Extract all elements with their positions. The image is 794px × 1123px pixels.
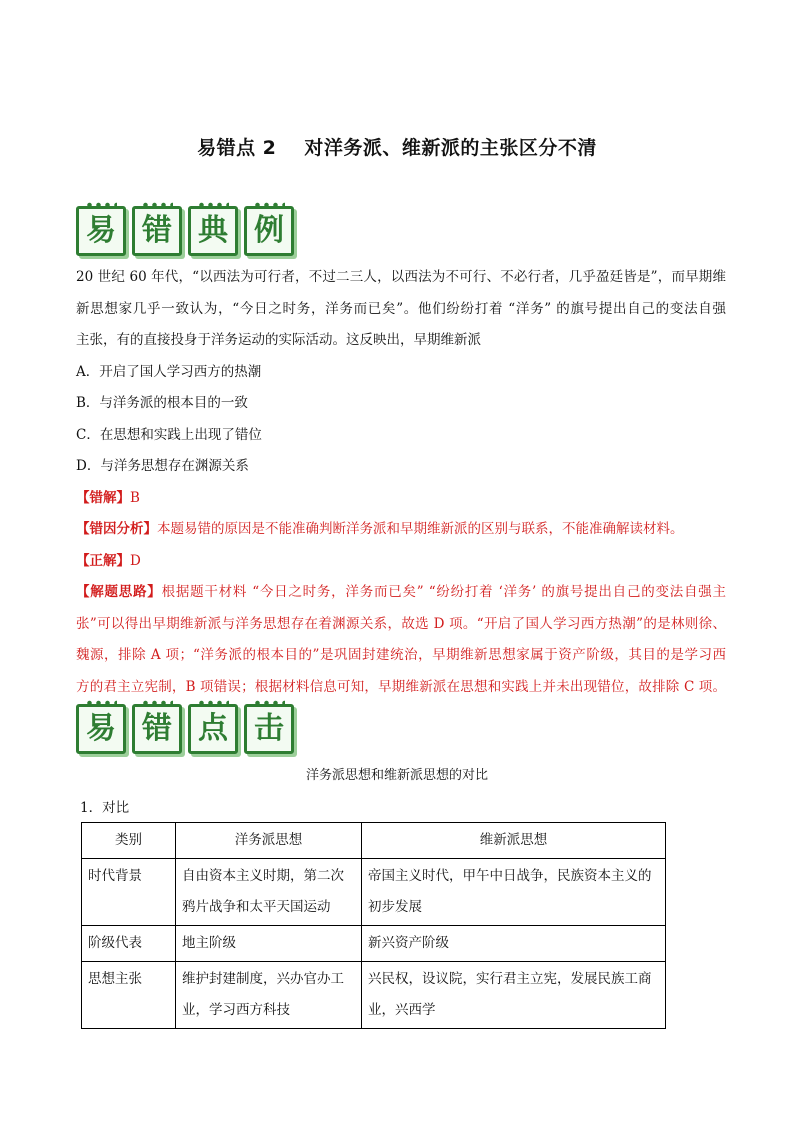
section-badge-key-points [76, 704, 294, 754]
table-cell: 思想主张 [82, 962, 176, 1029]
table-cell: 维护封建制度，兴办官办工业，学习西方科技 [176, 962, 362, 1029]
page-title [0, 133, 794, 160]
wrong-answer-tag: 【错解】 [76, 489, 130, 506]
error-analysis-text: 本题易错的原因是不能准确判断洋务派和早期维新派的区别与联系，不能准确解读材料。 [157, 521, 684, 537]
table-cell: 自由资本主义时期，第二次鸦片战争和太平天国运动 [176, 859, 362, 926]
solution-text: 根据题干材料 “今日之时务，洋务而已矣” “纷纷打着 ‘洋务’ 的旗号提出自己的变法自强主 [161, 584, 727, 600]
comparison-heading: 1．对比 [80, 800, 130, 816]
title-prefix: 易错点 2 [197, 137, 277, 159]
table-cell: 地主阶级 [176, 926, 362, 962]
question-stem-line: 新思想家几乎一致认为，“今日之时务，洋务而已矣”。他们纷纷打着 “洋务” 的旗号提出自己的变法自强 [76, 300, 726, 317]
comparison-title: 洋务派思想和维新派思想的对比 [305, 768, 488, 783]
table-cell: 时代背景 [82, 859, 176, 926]
table-cell: 新兴资产阶级 [362, 926, 666, 962]
table-row [82, 926, 666, 962]
table-header-cell: 维新派思想 [362, 823, 666, 859]
option-b: B．与洋务派的根本目的一致 [76, 395, 248, 411]
table-header-cell: 洋务派思想 [176, 823, 362, 859]
section-badge-typical-example [76, 206, 294, 256]
table-row [82, 962, 666, 1029]
solution-line: 魏源，排除 A 项；“洋务派的根本目的”是巩固封建统治，早期维新思想家属于资产阶级，其目的是学习西 [76, 647, 726, 663]
solution-line: 方的君主立宪制，B 项错误；根据材料信息可知，早期维新派在思想和实践上并未出现错位，故排除 C 项。 [76, 678, 726, 695]
badge-stamp: 典 [188, 206, 238, 256]
solution-tag: 【解题思路】 [76, 584, 162, 600]
table-cell: 阶级代表 [82, 926, 176, 962]
correct-answer-value: D [130, 552, 141, 569]
badge-stamp: 易 [76, 206, 126, 256]
badge-stamp: 例 [244, 206, 294, 256]
table-cell: 兴民权，设议院，实行君主立宪，发展民族工商业，兴西学 [362, 962, 666, 1029]
table-header-row [82, 823, 666, 859]
error-analysis-tag: 【错因分析】 [76, 521, 157, 537]
option-a: A．开启了国人学习西方的热潮 [76, 363, 262, 380]
badge-stamp: 错 [132, 206, 182, 256]
badge-stamp: 击 [244, 704, 294, 754]
solution-line: 张”可以得出早期维新派与洋务思想存在着渊源关系，故选 D 项。“开启了国人学习西方热潮”的是林则徐、 [76, 615, 726, 632]
option-c: C．在思想和实践上出现了错位 [76, 426, 262, 443]
badge-stamp: 点 [188, 704, 238, 754]
table-cell: 帝国主义时代，甲午中日战争，民族资本主义的初步发展 [362, 859, 666, 926]
error-analysis-line [76, 514, 726, 546]
badge-stamp: 易 [76, 704, 126, 754]
question-block [76, 262, 726, 703]
table-row [82, 859, 666, 926]
wrong-answer-value: B [130, 489, 140, 506]
comparison-table [81, 822, 666, 1029]
wrong-answer-line [76, 483, 726, 515]
solution-line [76, 577, 726, 609]
correct-answer-line [76, 546, 726, 578]
question-stem-line: 主张，有的直接投身于洋务运动的实际活动。这反映出，早期维新派 [76, 332, 481, 348]
option-d: D．与洋务思想存在渊源关系 [76, 458, 249, 474]
badge-stamp: 错 [132, 704, 182, 754]
title-main: 对洋务派、维新派的主张区分不清 [304, 137, 597, 159]
correct-answer-tag: 【正解】 [76, 552, 130, 569]
question-stem-line: 20 世纪 60 年代，“以西法为可行者，不过二三人，以西法为不可行、不必行者，几乎盈廷皆是”，而早期维 [76, 269, 726, 285]
table-header-cell: 类别 [82, 823, 176, 859]
